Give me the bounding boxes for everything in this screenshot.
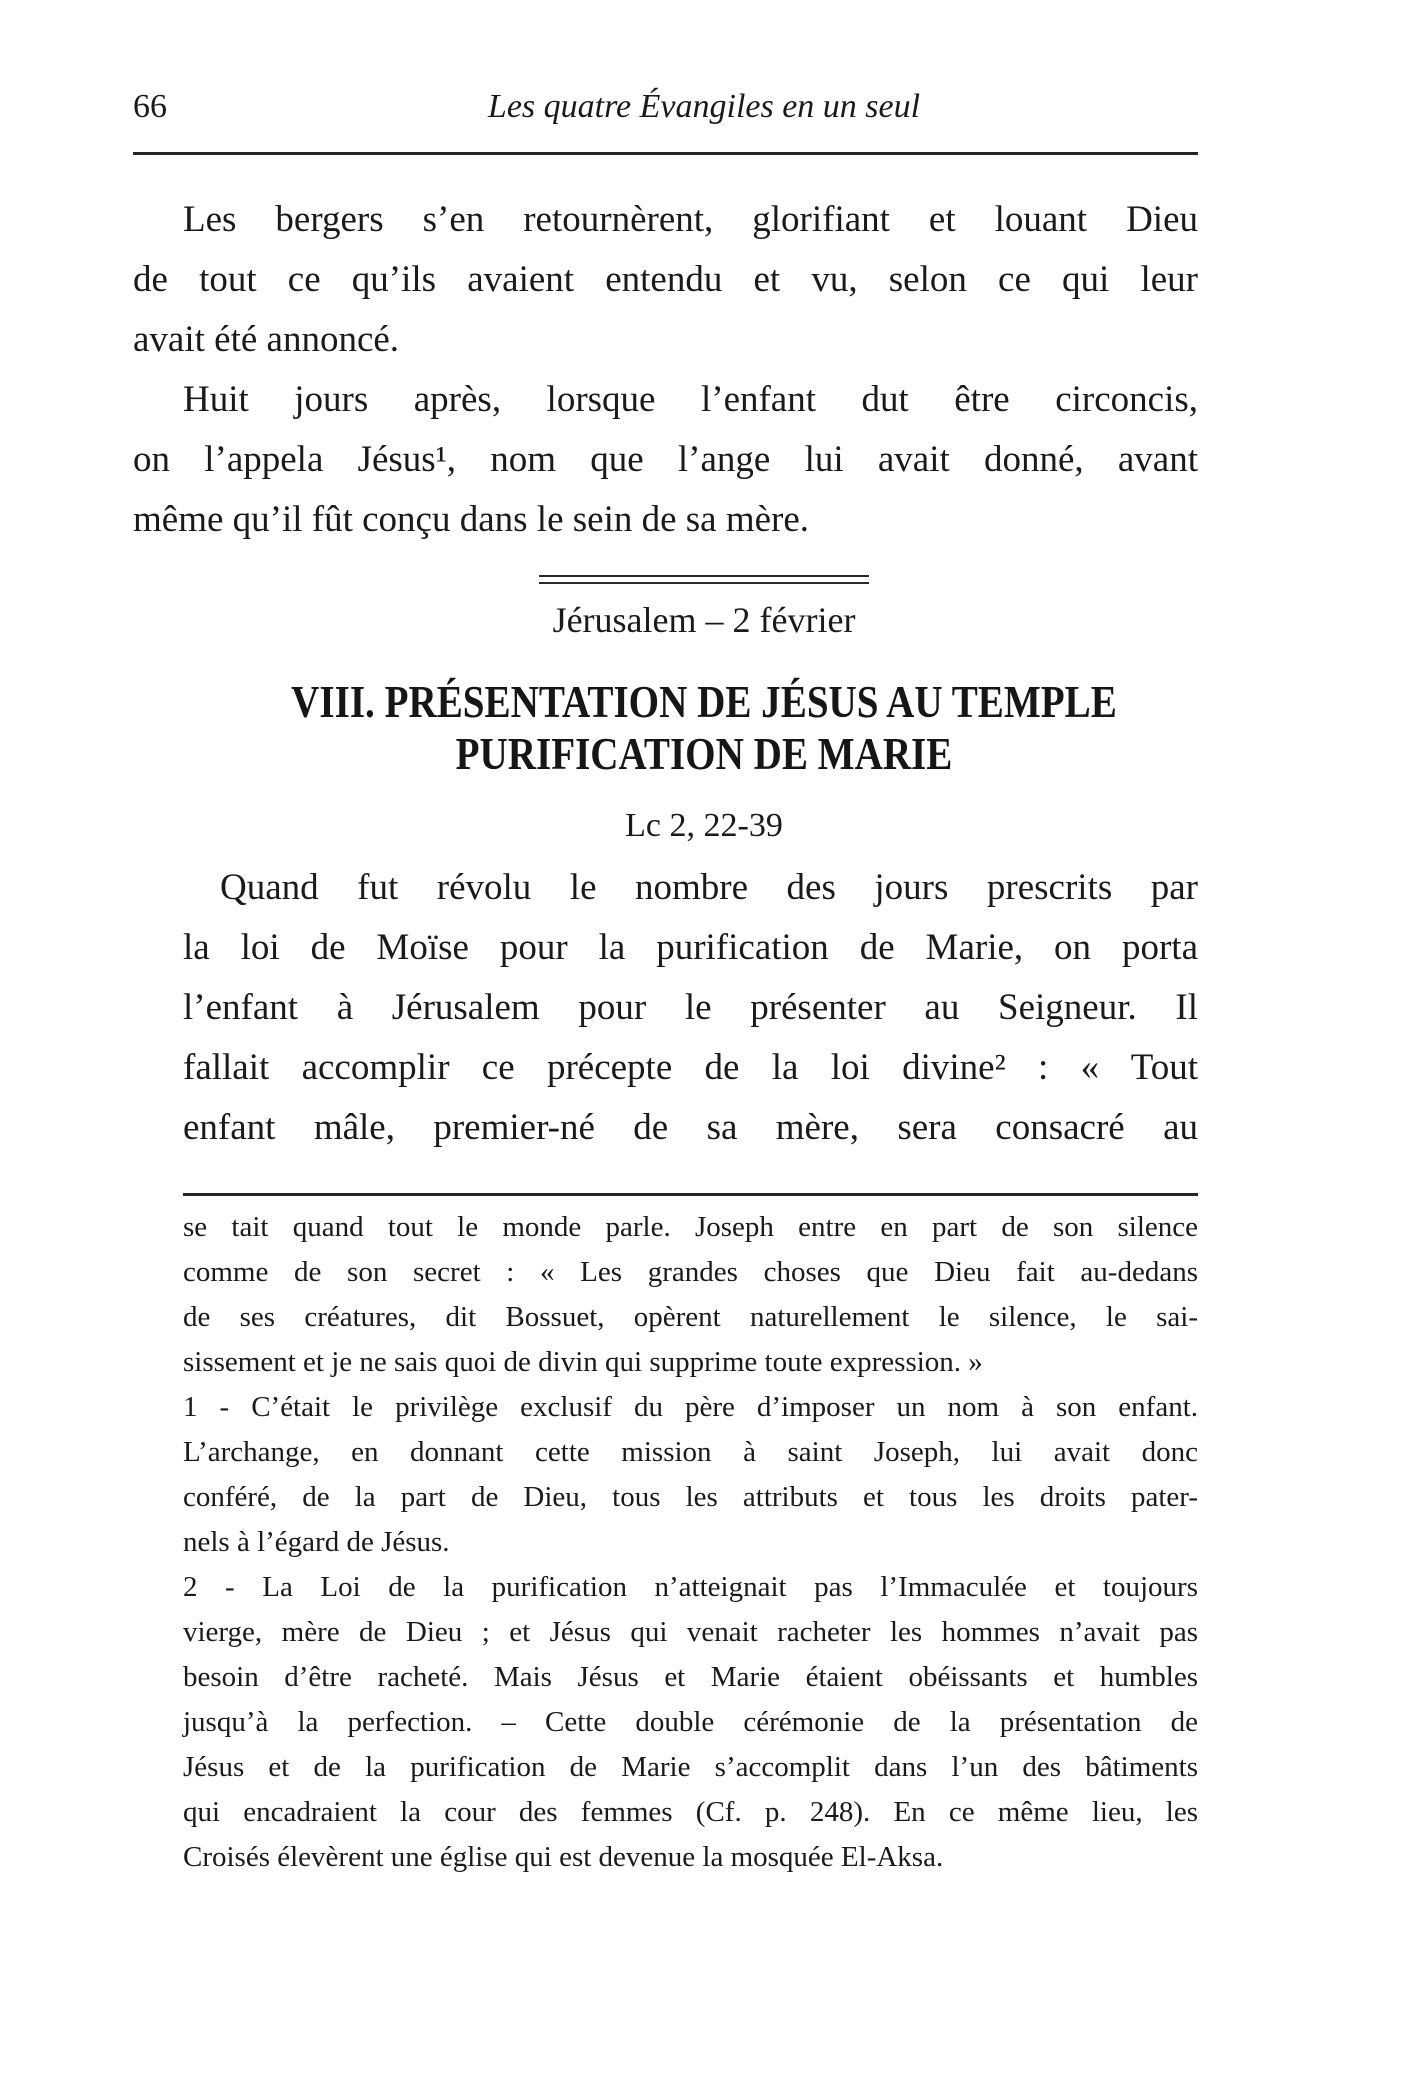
intro-paragraphs bbox=[133, 190, 1198, 550]
running-title: Les quatre Évangiles en un seul bbox=[487, 88, 921, 125]
text-line: l’enfant à Jérusalem pour le présenter au Seigneur. Il bbox=[183, 987, 1198, 1028]
text-line: vierge, mère de Dieu ; et Jésus qui venait racheter les hommes n’avait pas bbox=[183, 1616, 1198, 1648]
text-line: Huit jours après, lorsque l’enfant dut être circoncis, bbox=[183, 379, 1198, 420]
place-date: Jérusalem – 2 février bbox=[552, 600, 856, 640]
gospel-paragraph bbox=[183, 858, 1198, 1158]
text-line: Jésus et de la purification de Marie s’accomplit dans l’un des bâtiments bbox=[183, 1751, 1198, 1783]
footnote-rule bbox=[183, 1193, 1198, 1196]
scripture-reference: Lc 2, 22-39 bbox=[625, 807, 783, 844]
text-line: on l’appela Jésus¹, nom que l’ange lui avait donné, avant bbox=[133, 439, 1198, 480]
footnotes-block bbox=[183, 1205, 1198, 1880]
text-line: Les bergers s’en retournèrent, glorifiant et louant Dieu bbox=[183, 199, 1198, 240]
text-line: fallait accomplir ce précepte de la loi divine² : « Tout bbox=[183, 1047, 1198, 1088]
text-line: Croisés élevèrent une église qui est devenue la mosquée El-Aksa. bbox=[183, 1841, 944, 1873]
section-divider bbox=[539, 575, 869, 584]
text-line: jusqu’à la perfection. – Cette double cérémonie de la présentation de bbox=[183, 1706, 1198, 1738]
text-line: de tout ce qu’ils avaient entendu et vu, selon ce qui leur bbox=[133, 259, 1198, 300]
section-heading-line-2: PURIFICATION DE MARIE bbox=[455, 728, 953, 779]
text-line: se tait quand tout le monde parle. Joseph entre en part de son silence bbox=[183, 1211, 1198, 1243]
header-rule bbox=[133, 152, 1198, 155]
section-heading-line-1: VIII. PRÉSENTATION DE JÉSUS AU TEMPLE bbox=[291, 676, 1117, 727]
text-line: de ses créatures, dit Bossuet, opèrent naturellement le silence, le sai- bbox=[183, 1301, 1198, 1333]
text-line: conféré, de la part de Dieu, tous les attributs et tous les droits pater- bbox=[183, 1481, 1198, 1513]
text-line: Quand fut révolu le nombre des jours prescrits par bbox=[220, 867, 1198, 908]
text-line: nels à l’égard de Jésus. bbox=[183, 1526, 450, 1558]
text-line: 2 - La Loi de la purification n’atteignait pas l’Immaculée et toujours bbox=[183, 1571, 1198, 1603]
text-line: sissement et je ne sais quoi de divin qui supprime toute expression. » bbox=[183, 1346, 983, 1378]
text-line: qui encadraient la cour des femmes (Cf. p. 248). En ce même lieu, les bbox=[183, 1796, 1198, 1828]
page-number: 66 bbox=[133, 88, 167, 125]
text-line: enfant mâle, premier-né de sa mère, sera consacré au bbox=[183, 1107, 1198, 1148]
text-line: comme de son secret : « Les grandes choses que Dieu fait au-dedans bbox=[183, 1256, 1198, 1288]
section-heading bbox=[0, 676, 1408, 780]
text-line: 1 - C’était le privilège exclusif du père d’imposer un nom à son enfant. bbox=[183, 1391, 1198, 1423]
text-line: avait été annoncé. bbox=[133, 319, 400, 360]
text-line: la loi de Moïse pour la purification de Marie, on porta bbox=[183, 927, 1198, 968]
text-line: L’archange, en donnant cette mission à saint Joseph, lui avait donc bbox=[183, 1436, 1198, 1468]
text-line: besoin d’être racheté. Mais Jésus et Marie étaient obéissants et humbles bbox=[183, 1661, 1198, 1693]
text-line: même qu’il fût conçu dans le sein de sa mère. bbox=[133, 499, 810, 540]
